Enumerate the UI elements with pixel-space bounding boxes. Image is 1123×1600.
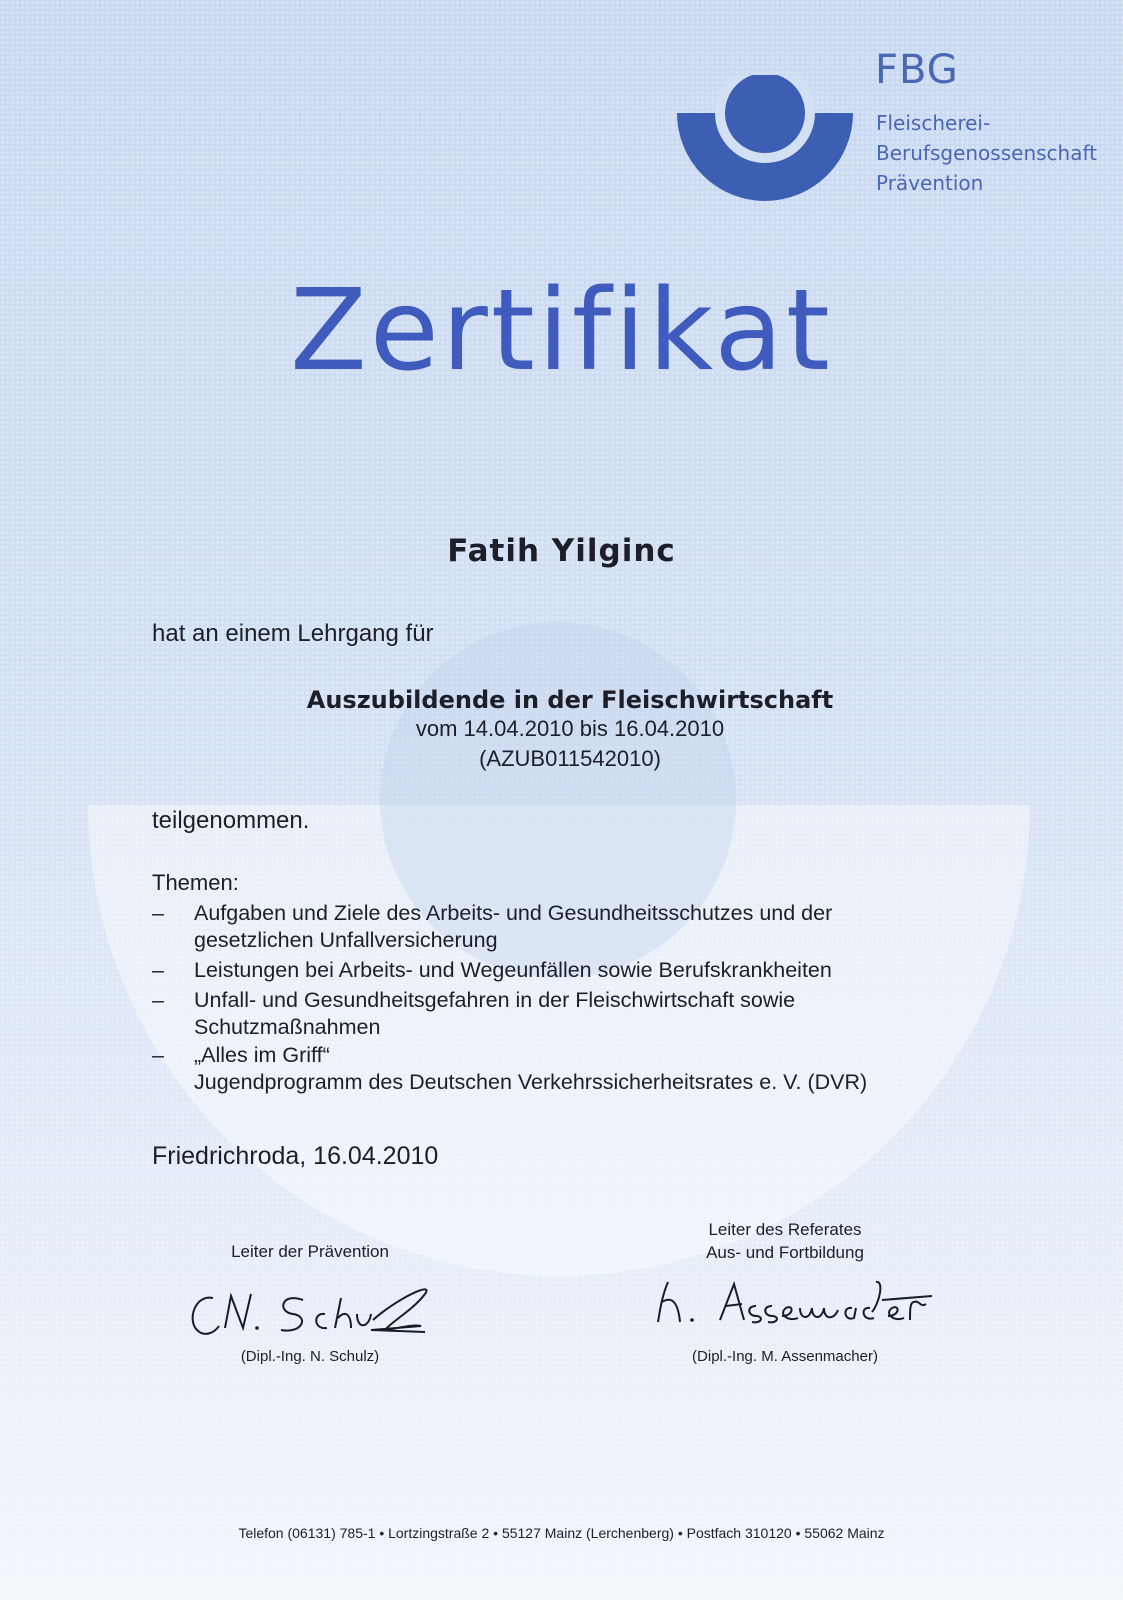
list-dash: – — [152, 958, 164, 982]
place-and-date: Friedrichroda, 16.04.2010 — [152, 1142, 439, 1170]
list-dash: – — [152, 1043, 164, 1067]
logo-line-2: Berufsgenossenschaft — [876, 141, 1097, 165]
footer-contact: Telefon (06131) 785-1 • Lortzingstraße 2 • 55127 Mainz (Lerchenberg) • Postfach 310120 • 55062 Mainz — [238, 1525, 885, 1541]
intro-text: hat an einem Lehrgang für — [152, 620, 434, 647]
topic-line: Leistungen bei Arbeits- und Wegeunfällen sowie Berufskrankheiten — [194, 958, 832, 982]
topics-heading: Themen: — [152, 870, 239, 895]
right-signer-name: (Dipl.-Ing. M. Assenmacher) — [692, 1348, 878, 1365]
list-dash: – — [152, 988, 164, 1012]
topic-item — [152, 957, 952, 984]
left-signature — [185, 1280, 445, 1350]
topic-line: „Alles im Griff“ — [194, 1043, 330, 1067]
logo-abbreviation: FBG — [875, 47, 959, 93]
logo-line-1: Fleischerei- — [876, 111, 991, 135]
list-dash: – — [152, 901, 164, 925]
topic-item — [152, 987, 952, 1041]
topic-item — [152, 900, 952, 954]
topic-line: Unfall- und Gesundheitsgefahren in der Fleischwirtschaft sowie — [194, 988, 796, 1012]
right-signer-role-line-1: Leiter des Referates — [708, 1220, 862, 1239]
topic-line: Jugendprogramm des Deutschen Verkehrssicherheitsrates e. V. (DVR) — [194, 1070, 868, 1094]
topic-line: Schutzmaßnahmen — [194, 1015, 381, 1039]
logo-line-3: Prävention — [876, 171, 984, 195]
certificate-title: Zertifikat — [290, 266, 833, 396]
fbg-emblem-icon — [675, 75, 855, 205]
right-signature — [648, 1272, 938, 1337]
course-dates: vom 14.04.2010 bis 16.04.2010 — [415, 716, 725, 741]
left-signer-role: Leiter der Prävention — [231, 1242, 389, 1261]
course-name: Auszubildende in der Fleischwirtschaft — [306, 686, 834, 714]
topic-line: gesetzlichen Unfallversicherung — [194, 928, 498, 952]
topic-item — [152, 1042, 952, 1096]
recipient-name: Fatih Yilginc — [447, 533, 676, 569]
right-signer-role-line-2: Aus- und Fortbildung — [706, 1243, 864, 1262]
left-signer-name: (Dipl.-Ing. N. Schulz) — [240, 1348, 380, 1365]
participated-text: teilgenommen. — [152, 807, 310, 834]
topic-line: Aufgaben und Ziele des Arbeits- und Gesundheitsschutzes und der — [194, 901, 833, 925]
course-code: (AZUB011542010) — [479, 746, 661, 771]
